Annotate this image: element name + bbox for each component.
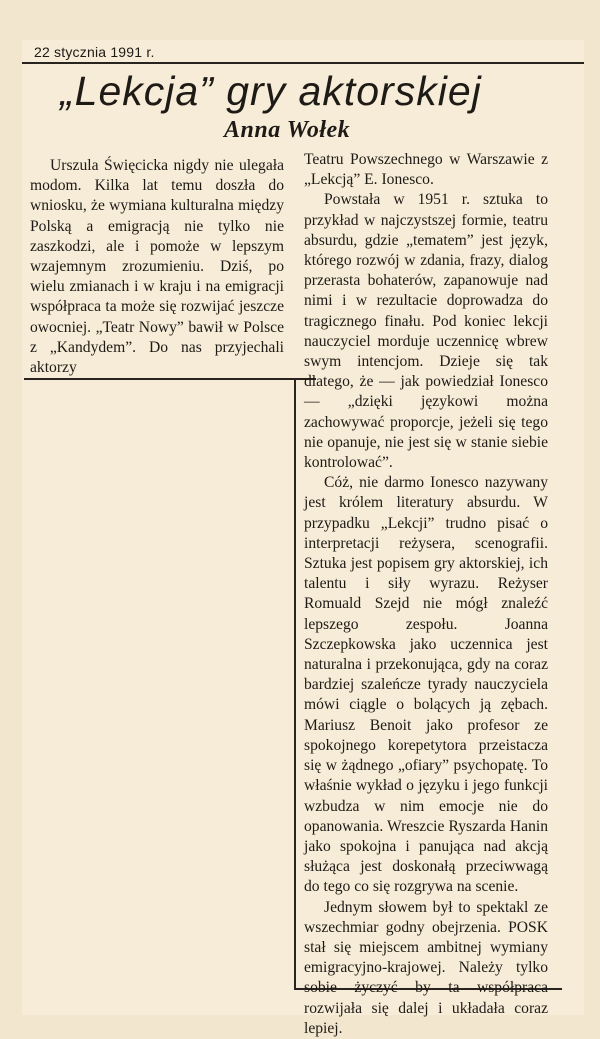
right-column [304,150,548,1039]
paragraph: Jednym słowem był to spektakl ze wszechmiar godny obejrzenia. POSK stał się miejscem ambitnej wymiany emigracyjno-krajowej. Należy tylko sobie życzyć by ta współpraca rozwijała się dalej i układała coraz lepiej. [304,898,548,1037]
publication-date: 22 stycznia 1991 r. [34,44,155,60]
paragraph: Teatru Powszechnego w Warszawie z „Lekcją” E. Ionesco. [304,151,548,189]
column-divider [294,378,296,989]
paragraph: Urszula Święcicka nigdy nie ulegała modom. Kilka lat temu doszła do wniosku, że wymiana kulturalna między Polską a emigracją nie tylko nie zaszkodzi, ale i pomoże w lepszym wzajemnym zrozumieniu. Dziś, po wielu zmianach i w kraju i na emigracji współpraca ta może się rozwijać jeszcze owocniej. „Teatr Nowy” bawił w Polsce z „Kandydem”. Do nas przyjechali aktorzy [30,157,284,377]
left-column-rule [24,378,316,380]
article-author: Anna Wołek [224,117,351,143]
header-rule [22,62,584,64]
paragraph: Powstała w 1951 r. sztuka to przykład w najczystszej formie, teatru absurdu, gdzie „tematem” jest język, którego rozwój w zdania, frazy, dialog przerasta bohaterów, zapanowuje nad nimi i w rezultacie doprowadza do tragicznego finału. Pod koniec lekcji nauczyciel morduje uczennicę wbrew swym intencjom. Dzieje się tak dlatego, że — jak powiedział Ionesco — „dzięki językowi można zachowywać proporcje, jeżeli się tego nie opanuje, nie jest się w stanie siebie kontrolować”. [304,191,548,472]
paragraph: Cóż, nie darmo Ionesco nazywany jest królem literatury absurdu. W przypadku „Lekcji” trudno pisać o interpretacji reżysera, scenografii. Sztuka jest popisem gry aktorskiej, ich talentu i siły wyrazu. Reżyser Romuald Szejd nie mógł znaleźć lepszego zespołu. Joanna Szczepkowska jako uczennica jest naturalna i przekonująca, gdy na coraz bardziej szaleńcze tyrady nauczyciela mówi ciągle o bolących ją zębach. Mariusz Benoit jako profesor ze spokojnego korepetytora przeistacza się w żądnego „ofiary” psychopatę. To właśnie wykład o języku i jego funkcji wzbudza w nim emocje nie do opanowania. Wreszcie Ryszarda Hanin jako spokojna i panująca nad akcją służąca jest doskonałą przeciwwagą do tego co się rozgrywa na scenie. [304,474,548,896]
left-column [30,156,284,378]
article-headline: „Lekcja” gry aktorskiej [60,68,482,114]
